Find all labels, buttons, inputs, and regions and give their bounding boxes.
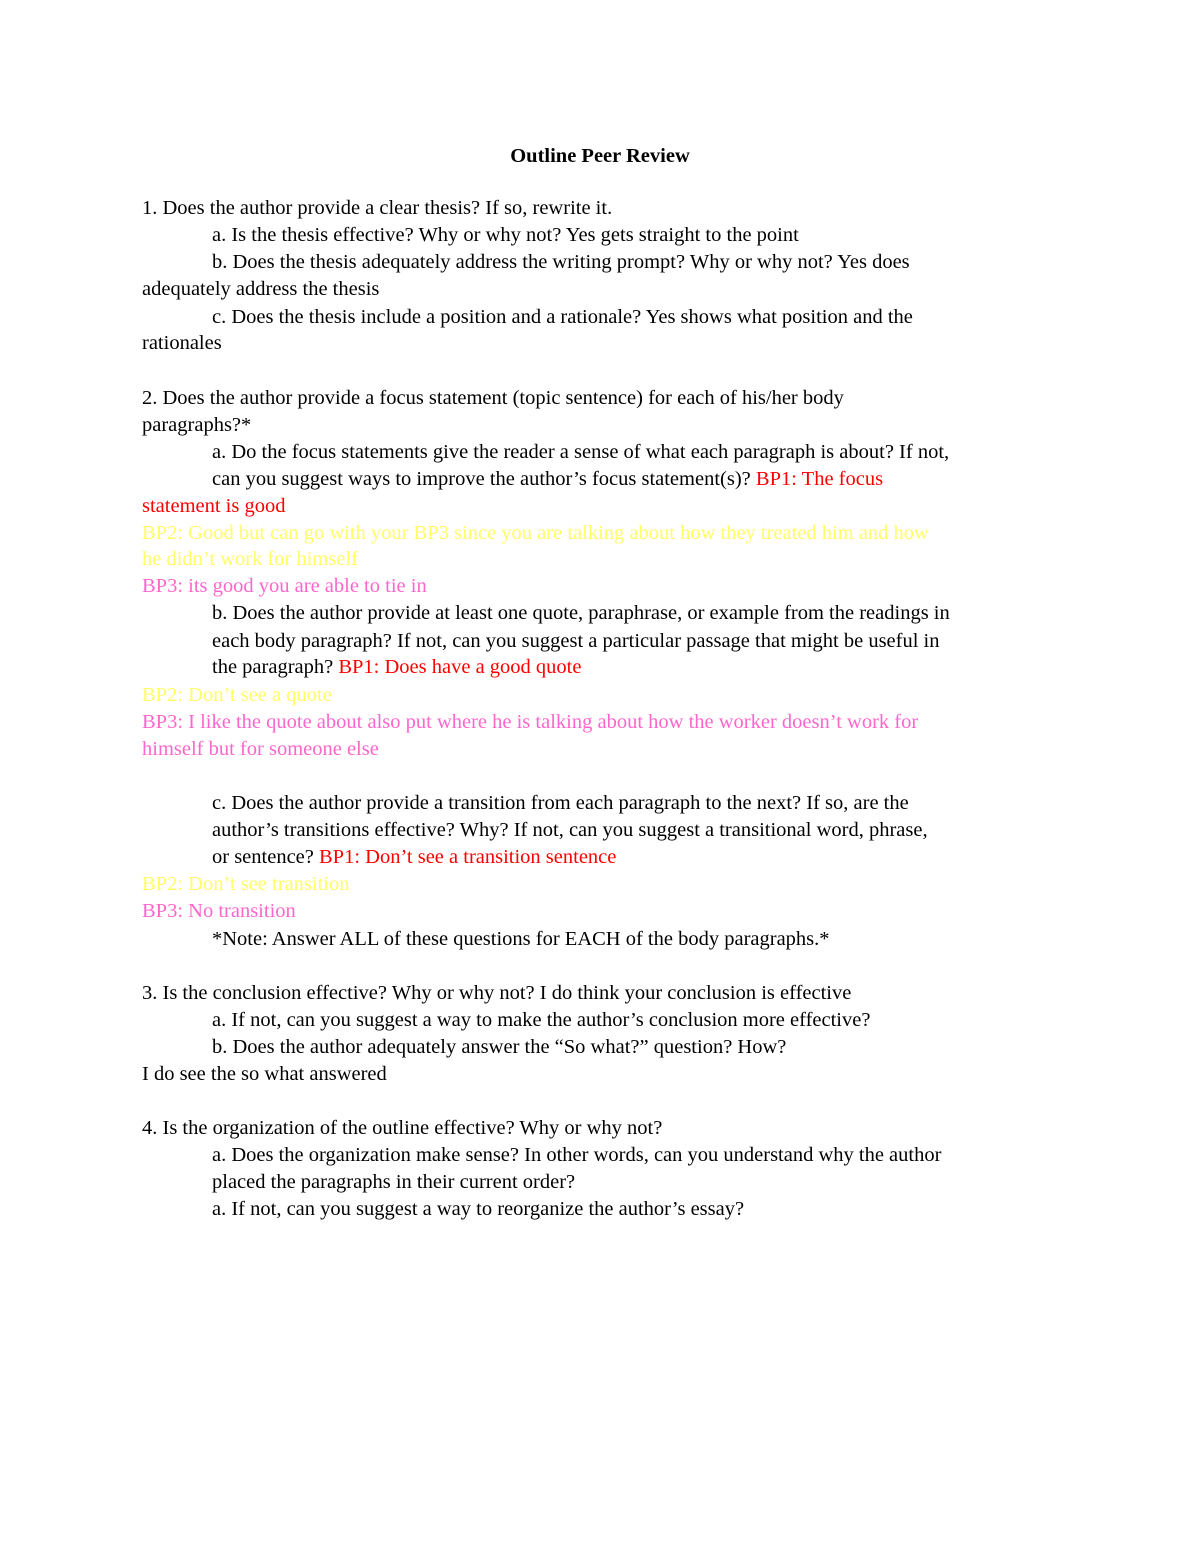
q2b-question-end: the paragraph? [212,656,334,678]
q1a-line [212,225,799,246]
q3a-question: a. If not, can you suggest a way to make the author’s conclusion more effective? [212,1009,871,1031]
q2b-bp3-answer: BP3: I like the quote about also put where he is talking about how the worker doesn’t work for [142,711,919,733]
q2a-bp1-answer: BP1: The focus [750,468,884,490]
q2c-bp1-answer: BP1: Don’t see a transition sentence [313,846,617,868]
page-title: Outline Peer Review [510,145,690,167]
q2a-bp2-answer-continued: he didn’t work for himself [142,548,358,570]
q1b-line [212,252,910,273]
q1a-answer: Yes gets straight to the point [561,224,799,246]
q2b-bp1-answer: BP1: Does have a good quote [333,656,582,678]
q1b-question: b. Does the thesis adequately address the writing prompt? Why or why not? [212,251,833,273]
q2c-question: c. Does the author provide a transition from each paragraph to the next? If so, are the [212,792,909,814]
q2a-line2 [212,469,883,490]
q3b-question: b. Does the author adequately answer the “So what?” question? How? [212,1036,787,1058]
q1c-answer: Yes shows what position and the [641,306,913,328]
q1c-question: c. Does the thesis include a position and a rationale? [212,306,642,328]
q2c-question-end: or sentence? [212,846,314,868]
q2-question-continued: paragraphs?* [142,414,252,436]
q4a2-question: a. If not, can you suggest a way to reorganize the author’s essay? [212,1198,745,1220]
q2c-line3 [212,847,616,868]
q4a-question-continued: placed the paragraphs in their current order? [212,1171,576,1193]
q4-question: 4. Is the organization of the outline effective? Why or why not? [142,1117,663,1139]
q4a-question: a. Does the organization make sense? In other words, can you understand why the author [212,1144,942,1166]
q2-question: 2. Does the author provide a focus statement (topic sentence) for each of his/her body [142,387,844,409]
q2c-bp2-answer: BP2: Don’t see transition [142,873,350,895]
q2a-question-continued: can you suggest ways to improve the author’s focus statement(s)? [212,468,751,490]
q1c-line [212,307,913,328]
q2b-question-continued: each body paragraph? If not, can you suggest a particular passage that might be useful in [212,630,940,652]
q2b-question: b. Does the author provide at least one quote, paraphrase, or example from the readings in [212,602,950,624]
q2-note: *Note: Answer ALL of these questions for EACH of the body paragraphs.* [212,928,830,950]
q1c-answer-continued: rationales [142,332,222,354]
q3b-answer: I do see the so what answered [142,1063,387,1085]
q1-question: 1. Does the author provide a clear thesis? If so, rewrite it. [142,197,613,219]
q2b-bp2-answer: BP2: Don’t see a quote [142,684,332,706]
q1a-question: a. Is the thesis effective? Why or why not? [212,224,562,246]
q1b-answer: Yes does [832,251,910,273]
q2a-question: a. Do the focus statements give the reader a sense of what each paragraph is about? If not, [212,441,950,463]
q2a-bp1-answer-continued: statement is good [142,495,286,517]
q2a-bp2-answer: BP2: Good but can go with your BP3 since you are talking about how they treated him and how [142,522,929,544]
q2c-question-continued: author’s transitions effective? Why? If not, can you suggest a transitional word, phrase, [212,819,928,841]
q2b-bp3-answer-continued: himself but for someone else [142,738,379,760]
q2a-bp3-answer: BP3: its good you are able to tie in [142,575,427,597]
q2b-line3 [212,657,581,678]
q1b-answer-continued: adequately address the thesis [142,278,380,300]
q2c-bp3-answer: BP3: No transition [142,900,296,922]
q3-question: 3. Is the conclusion effective? Why or why not? I do think your conclusion is effective [142,982,852,1004]
